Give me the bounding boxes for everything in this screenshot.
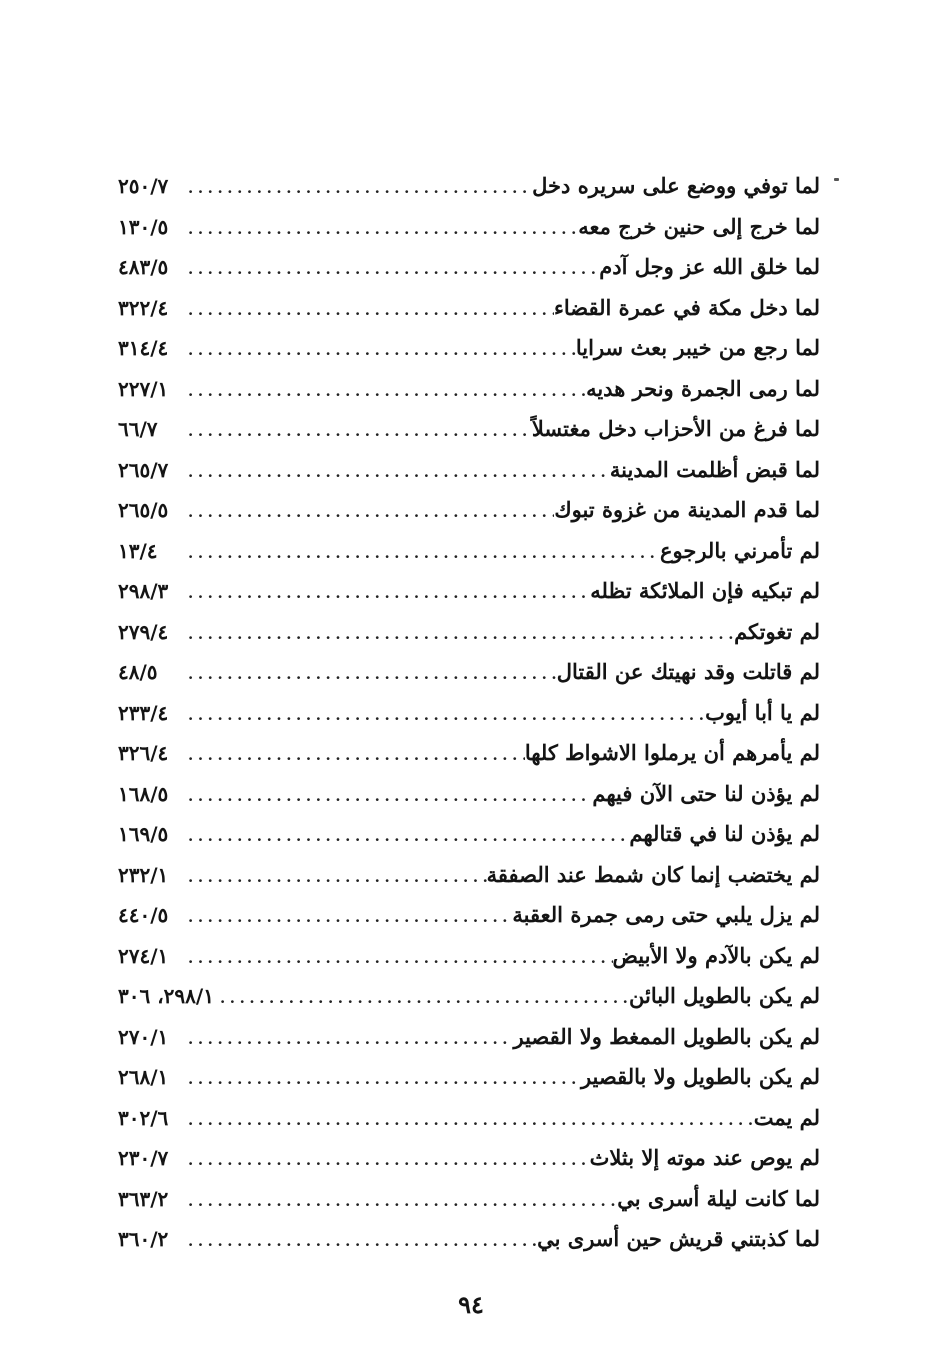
- entry-text: لم تأمرني بالرجوع: [659, 537, 820, 563]
- index-entry: [118, 1138, 820, 1179]
- index-entry: [118, 774, 820, 815]
- entry-text: لم يكن بالطويل الممغط ولا القصير: [513, 1023, 820, 1049]
- dot-leader: [182, 1181, 617, 1220]
- dot-leader: [182, 330, 576, 369]
- index-entry: [118, 288, 820, 329]
- entry-reference: ٦٦/٧: [118, 417, 158, 441]
- entry-reference: ٢٦٥/٧: [118, 457, 169, 482]
- dot-leader: [182, 492, 554, 531]
- dot-leader: [182, 452, 610, 491]
- entry-text: لم يؤذن لنا حتى الآن فيهم: [592, 780, 820, 806]
- entry-text: لم يا أبا أيوب: [705, 699, 820, 725]
- entry-text: لم يأمرهم أن يرملوا الاشواط كلها: [524, 740, 820, 765]
- entry-reference: ٢٩٨/٣: [118, 579, 169, 603]
- dot-leader: [182, 857, 487, 896]
- index-entry: [118, 733, 820, 774]
- page-number: ٩٤: [458, 1290, 484, 1319]
- index-list: [118, 166, 820, 1260]
- entry-text: لما توفي ووضع على سريره دخل: [532, 173, 820, 198]
- index-entry: [118, 1179, 820, 1220]
- index-entry: [118, 207, 820, 248]
- entry-reference: ٣٢٢/٤: [118, 295, 169, 320]
- index-entry: [118, 247, 820, 288]
- entry-reference: ٣٢٦/٤: [118, 741, 169, 765]
- dot-leader: [182, 654, 557, 693]
- entry-text: لم تغوتكم: [734, 618, 820, 644]
- entry-reference: ٣٦٠/٢: [118, 1227, 169, 1251]
- index-entry: [118, 490, 820, 531]
- entry-reference: ٢٢٧/١: [118, 376, 169, 401]
- index-entry: [118, 531, 820, 572]
- index-entry: [118, 1057, 820, 1098]
- entry-text: لم تبكيه فإن الملائكة تظله: [590, 578, 820, 603]
- dot-leader: [182, 816, 629, 855]
- margin-dot: [834, 178, 839, 181]
- index-entry: [118, 166, 820, 207]
- dot-leader: [182, 533, 660, 572]
- dot-leader: [182, 695, 705, 734]
- index-entry: [118, 814, 820, 855]
- entry-reference: ١٦٩/٥: [118, 822, 169, 846]
- entry-reference: ٢٣٢/١: [118, 862, 169, 887]
- dot-leader: [182, 1019, 513, 1058]
- index-entry: [118, 976, 820, 1017]
- entry-text: لما كذبتني قريش حين أسرى بي: [537, 1226, 820, 1251]
- entry-reference: ١٣٠/٥: [118, 214, 169, 239]
- entry-text: لم يكن بالآدم ولا الأبيض: [612, 942, 820, 968]
- entry-text: لم يوص عند موته إلا بثلاث: [589, 1145, 820, 1170]
- entry-reference: ٢٧٠/١: [118, 1024, 169, 1049]
- index-entry: [118, 1219, 820, 1260]
- entry-text: لم يزل يلبي حتى رمى جمرة العقبة: [512, 902, 820, 927]
- index-entry: [118, 1017, 820, 1058]
- entry-reference: ٢٧٩/٤: [118, 619, 169, 644]
- dot-leader: [182, 614, 734, 653]
- entry-text: لما خرج إلى حنين خرج معه: [578, 213, 820, 239]
- index-entry: [118, 409, 820, 450]
- dot-leader: [182, 290, 554, 329]
- entry-reference: ٤٨٣/٥: [118, 255, 169, 279]
- entry-text: لم يؤذن لنا في قتالهم: [629, 821, 820, 846]
- dot-leader: [182, 897, 512, 936]
- entry-text: لما خلق الله عز وجل آدم: [599, 254, 820, 279]
- dot-leader: [182, 1059, 581, 1098]
- dot-leader: [182, 249, 599, 288]
- dot-leader: [182, 776, 592, 815]
- entry-reference: ٢٣٣/٤: [118, 700, 169, 725]
- entry-text: لما قدم المدينة من غزوة تبوك: [554, 497, 820, 522]
- entry-text: لم يكن بالطويل البائن: [629, 983, 820, 1008]
- entry-reference: ٣٠٢/٦: [118, 1105, 169, 1130]
- entry-text: لم يمت: [753, 1104, 820, 1130]
- entry-reference: ٣٦٣/٢: [118, 1186, 169, 1211]
- entry-reference: ٢٧٤/١: [118, 943, 169, 968]
- index-entry: [118, 895, 820, 936]
- index-entry: [118, 328, 820, 369]
- entry-text: لما كانت ليلة أسرى بي: [617, 1185, 820, 1211]
- dot-leader: [182, 1140, 590, 1179]
- dot-leader: [182, 1221, 537, 1260]
- entry-reference: ٢٩٨/١، ٣٠٦: [118, 984, 214, 1008]
- entry-reference: ٢٦٥/٥: [118, 498, 169, 522]
- index-entry: [118, 1098, 820, 1139]
- entry-reference: ١٦٨/٥: [118, 781, 169, 806]
- dot-leader: [182, 168, 532, 207]
- entry-reference: ٣١٤/٤: [118, 336, 169, 360]
- entry-text: لم يختضب إنما كان شمط عند الصفقة: [486, 861, 820, 887]
- index-entry: [118, 652, 820, 693]
- entry-text: لما رجع من خيبر بعث سرايا: [575, 335, 820, 360]
- index-entry: [118, 571, 820, 612]
- index-entry: [118, 693, 820, 734]
- index-entry: [118, 369, 820, 410]
- index-entry: [118, 450, 820, 491]
- index-entry: [118, 855, 820, 896]
- dot-leader: [182, 735, 525, 774]
- entry-text: لما دخل مكة في عمرة القضاء: [554, 294, 820, 320]
- dot-leader: [182, 938, 613, 977]
- entry-text: لم قاتلت وقد نهيتك عن القتال: [556, 659, 820, 684]
- entry-reference: ٤٤٠/٥: [118, 903, 169, 927]
- dot-leader: [182, 411, 532, 450]
- entry-text: لما رمى الجمرة ونحر هديه: [586, 375, 820, 401]
- dot-leader: [182, 371, 586, 410]
- entry-reference: ١٣/٤: [118, 538, 158, 563]
- entry-reference: ٤٨/٥: [118, 660, 158, 684]
- dot-leader: [182, 209, 578, 248]
- dot-leader: [182, 1100, 754, 1139]
- index-entry: [118, 612, 820, 653]
- entry-text: لما قبض أظلمت المدينة: [609, 456, 820, 482]
- dot-leader: [182, 573, 590, 612]
- entry-text: لما فرغ من الأحزاب دخل مغتسلاً: [531, 416, 820, 441]
- dot-leader: [214, 978, 629, 1017]
- entry-reference: ٢٣٠/٧: [118, 1146, 169, 1170]
- entry-reference: ٢٦٨/١: [118, 1065, 169, 1089]
- entry-reference: ٢٥٠/٧: [118, 174, 169, 198]
- index-entry: [118, 936, 820, 977]
- entry-text: لم يكن بالطويل ولا بالقصير: [580, 1064, 820, 1089]
